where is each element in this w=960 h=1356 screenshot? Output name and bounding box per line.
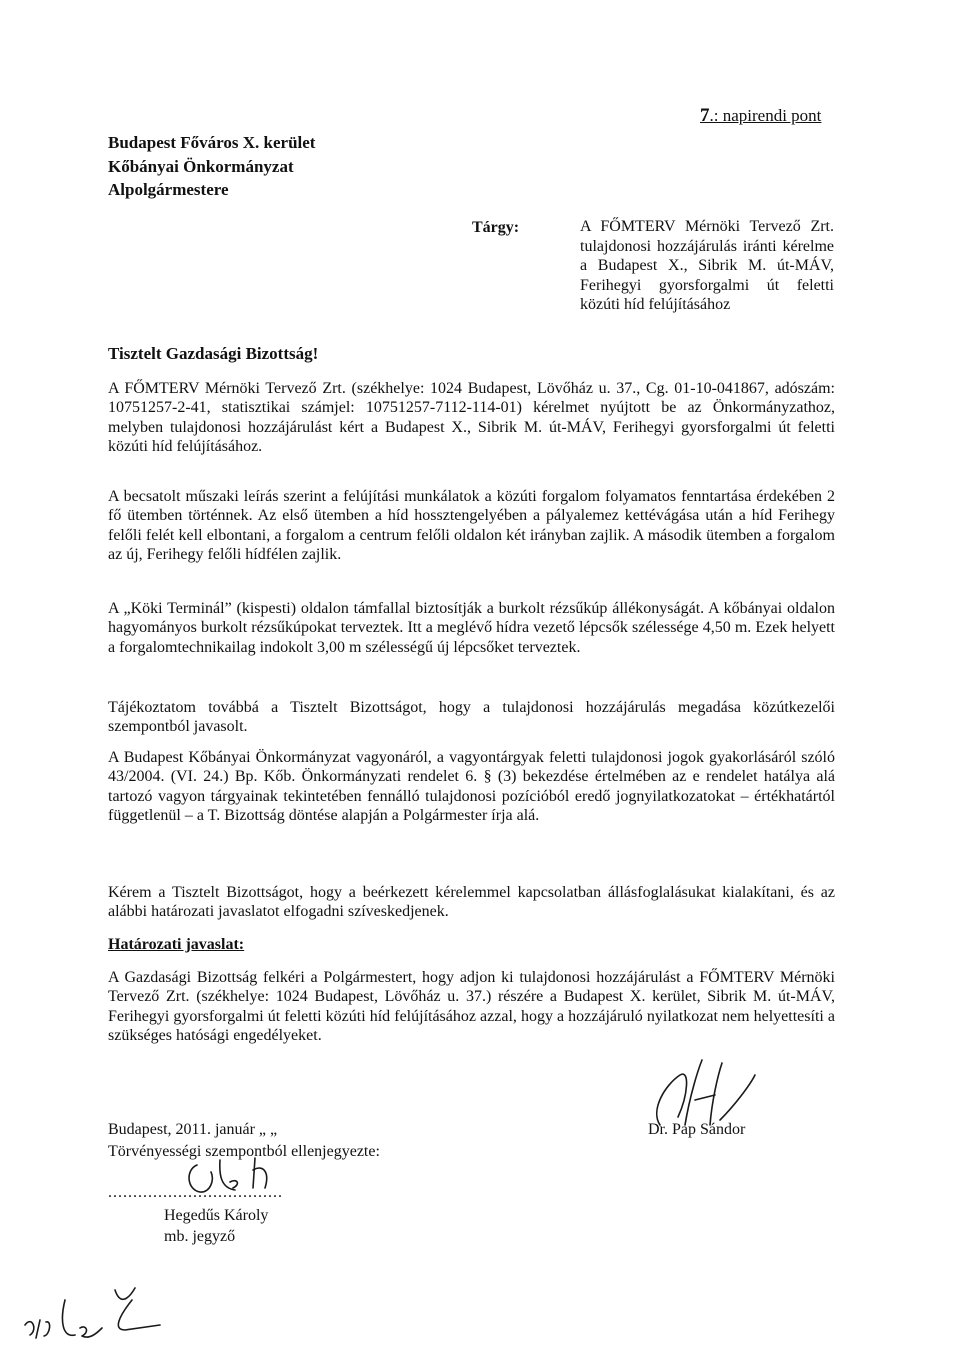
decision-text: A Gazdasági Bizottság felkéri a Polgármestert, hogy adjon ki tulajdonosi hozzájárulást a FŐMTERV Mérnöki Tervező Zrt. (székhelye: 1024 Budapest, Lövőház u. 37.) részére a Budapest X. kerület, Sibrik M. út-MÁV, Ferihegyi gyorsforgalmi út feletti közúti híd felújításához azzal, hogy a hozzájáruló nyilatkozat nem helyettesíti a szükséges hatósági engedélyeket.	[108, 969, 835, 1045]
signature-dots: ...................................	[108, 1184, 283, 1201]
paragraph-request-committee: Kérem a Tisztelt Bizottságot, hogy a beérkezett kérelemmel kapcsolatban állásfoglalásukat kialakítani, és az alábbi határozati javaslatot elfogadni szíveskedjenek.	[108, 884, 835, 921]
subject-label: Tárgy:	[472, 219, 520, 236]
issuer-line-2: Kőbányai Önkormányzat	[108, 156, 294, 176]
paragraph-information: Tájékoztatom továbbá a Tisztelt Bizottságot, hogy a tulajdonosi hozzájárulás megadása közútkezelői szempontból javasolt.	[108, 699, 835, 736]
notary-block	[164, 1205, 268, 1247]
issuer-line-1: Budapest Főváros X. kerület	[108, 133, 316, 152]
signer-name: Dr. Pap Sándor	[648, 1121, 746, 1138]
paragraph-technical: A becsatolt műszaki leírás szerint a felújítási munkálatok a közúti forgalom folyamatos fenntartása érdekében 2 fő ütemben történnek. Az első ütemben a híd hossztengelyében a pályalemez kettévágása után a híd Ferihegy felőli felét kell elbontani, a forgalom a centrum felőli oldalon két irányban zajlik. A második ütemben a forgalom az új, Ferihegy felőli hídfélen zajlik.	[108, 488, 835, 564]
salutation: Tisztelt Gazdasági Bizottság!	[108, 344, 319, 363]
date-line: Budapest, 2011. január „ „	[108, 1121, 278, 1138]
agenda-item	[700, 105, 821, 127]
legality-line: Törvényességi szempontból ellenjegyezte:	[108, 1143, 380, 1160]
subject-text: A FŐMTERV Mérnöki Tervező Zrt. tulajdonosi hozzájárulás iránti kérelme a Budapest X., Sibrik M. út-MÁV, Ferihegyi gyorsforgalmi út feletti közúti híd felújításához	[580, 218, 834, 313]
notary-title: mb. jegyző	[164, 1228, 236, 1245]
decision-title: Határozati javaslat:	[108, 936, 245, 953]
issuer-line-3: Alpolgármestere	[108, 180, 229, 199]
agenda-number: 7	[700, 105, 710, 126]
paragraph-regulation: A Budapest Kőbányai Önkormányzat vagyonáról, a vagyontárgyak feletti tulajdonosi jogok gyakorlásáról szóló 43/2004. (VI. 24.) Bp. Kőb. Önkormányzati rendelet 6. § (3) bekezdése értelmében az e rendelet hatálya alá tartozó vagyon tárgyainak tekintetében fennálló tulajdonosi pozícióból eredő jognyilatkozatokat – értékhatártól függetlenül – a T. Bizottság döntése alapján a Polgármester írja alá.	[108, 749, 835, 825]
agenda-label: .: napirendi pont	[709, 106, 822, 125]
paragraph-request: A FŐMTERV Mérnöki Tervező Zrt. (székhelye: 1024 Budapest, Lövőház u. 37., Cg. 01-10-041867, adószám: 10751257-2-41, statisztikai számjel: 10751257-7112-114-01) kérelmet nyújtott be az Önkormányzathoz, melyben tulajdonosi hozzájárulást kért a Budapest X., Sibrik M. út-MÁV, Ferihegyi gyorsforgalmi út feletti közúti híd felújításához.	[108, 380, 835, 456]
notary-name: Hegedűs Károly	[164, 1207, 269, 1224]
issuer-block	[108, 131, 315, 202]
paragraph-terminal: A „Köki Terminál” (kispesti) oldalon támfallal biztosítják a burkolt rézsűkúp állékonyságát. A kőbányai oldalon hagyományos burkolt rézsűkúpokat terveztek. Itt a meglévő hídra vezető lépcsők szélessége 4,50 m. Ezek helyett a forgalomtechnikailag indokolt 3,00 m szélességű új lépcsőket terveztek.	[108, 600, 835, 656]
